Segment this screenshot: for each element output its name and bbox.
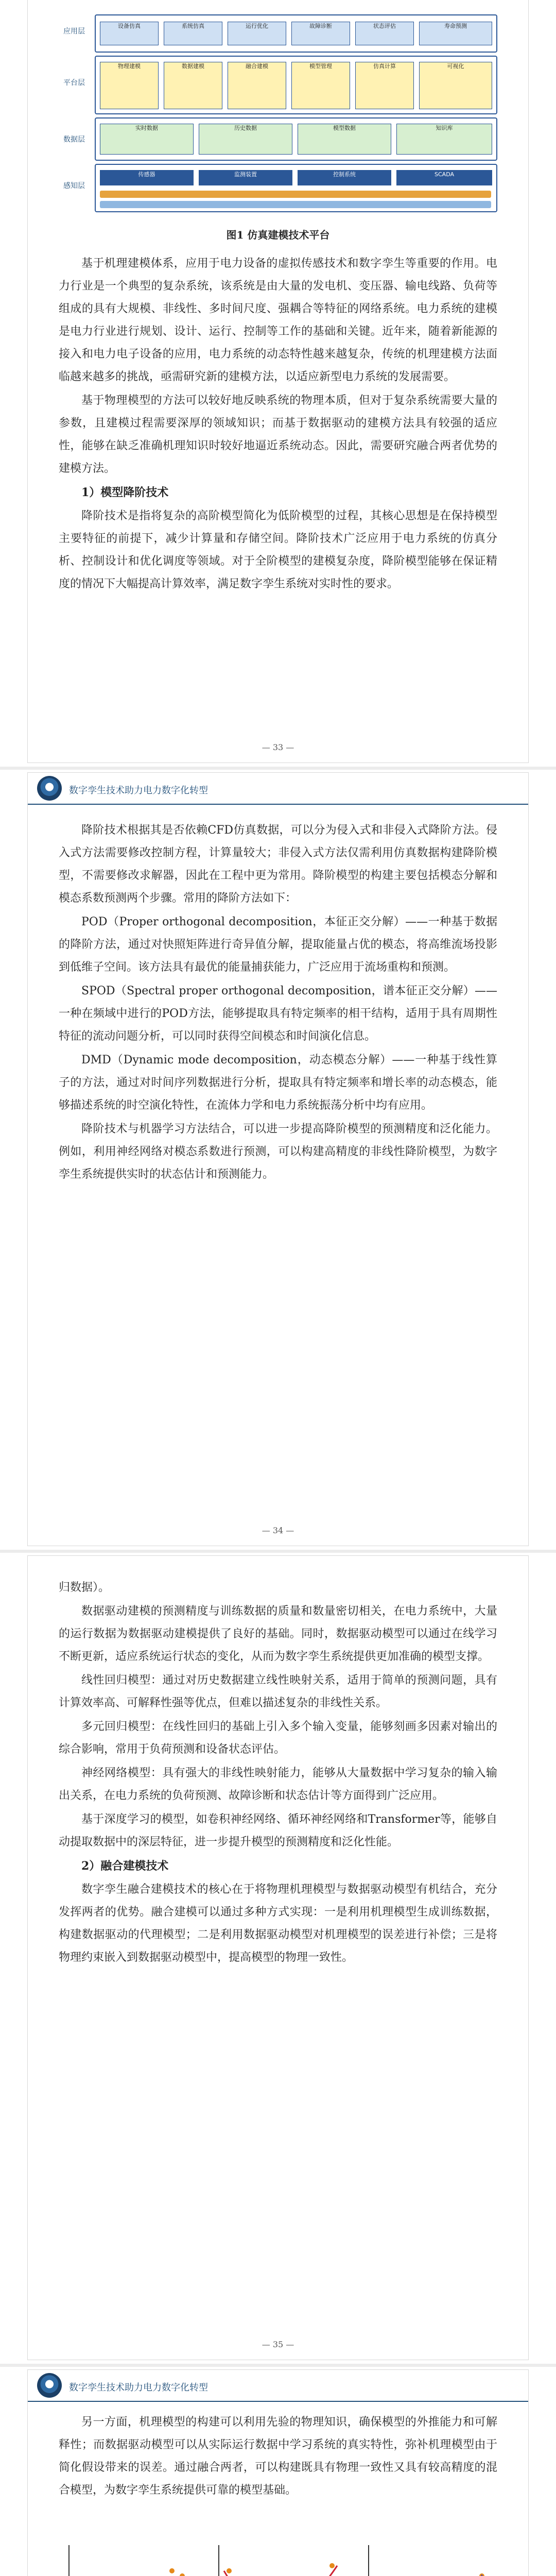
paragraph: 归数据）。 xyxy=(59,1581,110,1594)
page-number: — 33 — xyxy=(262,742,294,752)
paragraph: DMD（Dynamic mode decomposition，动态模态分解）——一种基于线性算子的方法，通过对时间序列数据进行分析，提取具有特定频率和增长率的动态模态，能够描述系统的时空演化特性，在流体力学和电力系统振荡分析中均有应用。 xyxy=(59,1054,497,1112)
paragraph: SPOD（Spectral proper orthogonal decomposition，谱本征正交分解）——一种在频域中进行的POD方法，能够提取具有特定频率的相干结构，适用于具有周期性特征的流动问题分析，可以同时获得空间模态和时间演化信息。 xyxy=(59,985,497,1043)
journal-logo-icon xyxy=(37,2373,62,2398)
header-journal: 数字孪生技术助力电力数字化转型 xyxy=(69,785,208,796)
data-box: 知识库 xyxy=(396,124,492,155)
sensor-box: 监测装置 xyxy=(199,170,292,185)
section-heading: 2）融合建模技术 xyxy=(81,1859,169,1873)
paragraph: 另一方面，机理模型的构建可以利用先验的物理知识，确保模型的外推能力和可解释性；而数据驱动模型可以从实际运行数据中学习系统的真实特性，弥补机理模型由于简化假设带来的误差。通过融合两者，可以构建既具有物理一致性又具有较高精度的混合模型，为数字孪生系统提供可靠的模型基础。 xyxy=(59,2416,497,2497)
running-header xyxy=(28,2370,528,2402)
app-box: 状态评估 xyxy=(355,22,414,45)
paragraph: 基于深度学习的模型，如卷积神经网络、循环神经网络和Transformer等，能够自动提取数据中的深层特征，进一步提升模型的预测精度和泛化性能。 xyxy=(59,1813,497,1849)
paragraph: 降阶技术是指将复杂的高阶模型简化为低阶模型的过程，其核心思想是在保持模型主要特征的前提下，减少计算量和存储空间。降阶技术广泛应用于电力系统的仿真分析、控制设计和优化调度等领域。对于全阶模型的建模复杂度，降阶模型能够在保证精度的情况下大幅提高计算效率，满足数字孪生系统对实时性的要求。 xyxy=(59,510,497,590)
platform-box: 融合建模 xyxy=(228,62,286,109)
page-gap xyxy=(0,767,556,770)
sensor-bar-decoration xyxy=(100,201,491,208)
platform-box: 模型管理 xyxy=(291,62,350,109)
paragraph: 数据驱动建模的预测精度与训练数据的质量和数量密切相关，在电力系统中，大量的运行数据为数据驱动建模提供了良好的基础。同时，数据驱动模型可以通过在线学习不断更新，适应系统运行状态的变化，从而为数字孪生系统提供更加准确的模型支撑。 xyxy=(59,1605,497,1663)
layer-sensor xyxy=(95,164,497,212)
platform-diagram xyxy=(59,10,497,216)
page-body xyxy=(59,1577,497,1970)
platform-box: 仿真计算 xyxy=(355,62,414,109)
sensor-box: SCADA xyxy=(396,170,492,185)
app-box: 故障诊断 xyxy=(291,22,350,45)
app-box: 寿命预测 xyxy=(419,22,492,45)
underfit-plot xyxy=(59,2540,198,2576)
layer-data xyxy=(95,117,497,161)
paragraph: 基于机理建模体系，应用于电力设备的虚拟传感技术和数字孪生等重要的作用。电力行业是一个典型的复杂系统，该系统是由大量的发电机、变压器、输电线路、负荷等组成的具有大规模、非线性、多时间尺度、强耦合等特征的网络系统。电力系统的建模是电力行业进行规划、设计、运行、控制等工作的基础和关键。近年来，随着新能源的接入和电力电子设备的应用，电力系统的动态特性越来越复杂，传统的机理建模方法面临越来越多的挑战，亟需研究新的建模方法，以适应新型电力系统的发展需要。 xyxy=(59,257,497,383)
data-box: 历史数据 xyxy=(199,124,292,155)
paragraph: 降阶技术与机器学习方法结合，可以进一步提高降阶模型的预测精度和泛化能力。例如，利用神经网络对模态系数进行预测，可以构建高精度的非线性降阶模型，为数字孪生系统提供实时的状态估计和预测能力。 xyxy=(59,1123,497,1181)
document-page-4 xyxy=(28,2370,528,2576)
platform-box: 物理建模 xyxy=(100,62,159,109)
figure-caption: 图1 仿真建模技术平台 xyxy=(226,229,330,241)
app-box: 运行优化 xyxy=(228,22,286,45)
platform-box: 数据建模 xyxy=(164,62,222,109)
fitting-figure xyxy=(59,2540,497,2576)
page-body xyxy=(59,252,497,597)
running-header xyxy=(28,773,528,805)
app-box: 系统仿真 xyxy=(164,22,222,45)
page-number: — 34 — xyxy=(262,1526,294,1535)
paragraph: POD（Proper orthogonal decomposition，本征正交分解）——一种基于数据的降阶方法，通过对快照矩阵进行奇异值分解，提取能量占优的模态，将高维流场投影到低维子空间。该方法具有最优的能量捕获能力，广泛应用于流场重构和预测。 xyxy=(59,916,497,974)
sensor-box: 控制系统 xyxy=(298,170,391,185)
app-box: 设备仿真 xyxy=(100,22,159,45)
header-journal: 数字孪生技术助力电力数字化转型 xyxy=(69,2382,208,2393)
paragraph: 数字孪生融合建模技术的核心在于将物理机理模型与数据驱动模型有机结合，充分发挥两者的优势。融合建模可以通过多种方式实现：一是利用机理模型生成训练数据，构建数据驱动的代理模型；二是利用数据驱动模型对机理模型的误差进行补偿；三是将物理约束嵌入到数据驱动模型中，提高模型的物理一致性。 xyxy=(59,1883,497,1964)
page-body xyxy=(59,819,497,1187)
normal-fit-plot xyxy=(208,2540,348,2576)
layer-label-platform: 平台层 xyxy=(63,79,85,87)
page-gap xyxy=(0,1550,556,1553)
journal-logo-icon xyxy=(37,776,62,801)
page-number: — 35 — xyxy=(262,2340,294,2349)
paragraph: 多元回归模型：在线性回归的基础上引入多个输入变量，能够刻画多因素对输出的综合影响，常用于负荷预测和设备状态评估。 xyxy=(59,1720,497,1756)
fit-panel-overfit xyxy=(358,2540,497,2576)
overfit-plot xyxy=(358,2540,497,2576)
page-body xyxy=(59,2411,497,2503)
data-box: 实时数据 xyxy=(100,124,194,155)
sensor-bar-decoration xyxy=(100,191,491,198)
platform-box: 可视化 xyxy=(419,62,492,109)
fit-panel-underfit xyxy=(59,2540,198,2576)
paragraph: 基于物理模型的方法可以较好地反映系统的物理本质，但对于复杂系统需要大量的参数，且建模过程需要深厚的领域知识；而基于数据驱动的建模方法具有较强的适应性，能够在缺乏准确机理知识时较好地逼近系统动态。因此，需要研究融合两者优势的建模方法。 xyxy=(59,394,497,475)
document-page-3 xyxy=(28,1556,528,2360)
sensor-box: 传感器 xyxy=(100,170,194,185)
paragraph: 神经网络模型：具有强大的非线性映射能力，能够从大量数据中学习复杂的输入输出关系，在电力系统的负荷预测、故障诊断和状态估计等方面得到广泛应用。 xyxy=(59,1767,497,1802)
layer-app xyxy=(95,14,497,53)
paragraph: 线性回归模型：通过对历史数据建立线性映射关系，适用于简单的预测问题，具有计算效率高、可解释性强等优点，但难以描述复杂的非线性关系。 xyxy=(59,1674,497,1709)
data-box: 模型数据 xyxy=(298,124,391,155)
document-page-2 xyxy=(28,773,528,1546)
layer-label-sensor: 感知层 xyxy=(63,182,85,190)
layer-label-app: 应用层 xyxy=(63,27,85,36)
page-gap xyxy=(0,2364,556,2367)
section-heading: 1）模型降阶技术 xyxy=(81,486,169,499)
document-page-1 xyxy=(28,0,528,762)
paragraph: 降阶技术根据其是否依赖CFD仿真数据，可以分为侵入式和非侵入式降阶方法。侵入式方法需要修改控制方程，计算量较大；非侵入式方法仅需利用仿真数据构建降阶模型，不需要修改求解器，因此在工程中更为常用。降阶模型的构建主要包括模态分解和模态系数预测两个步骤。常用的降阶方法如下： xyxy=(59,824,497,905)
fit-panel-normal xyxy=(208,2540,348,2576)
layer-platform xyxy=(95,56,497,114)
layer-label-data: 数据层 xyxy=(63,135,85,144)
